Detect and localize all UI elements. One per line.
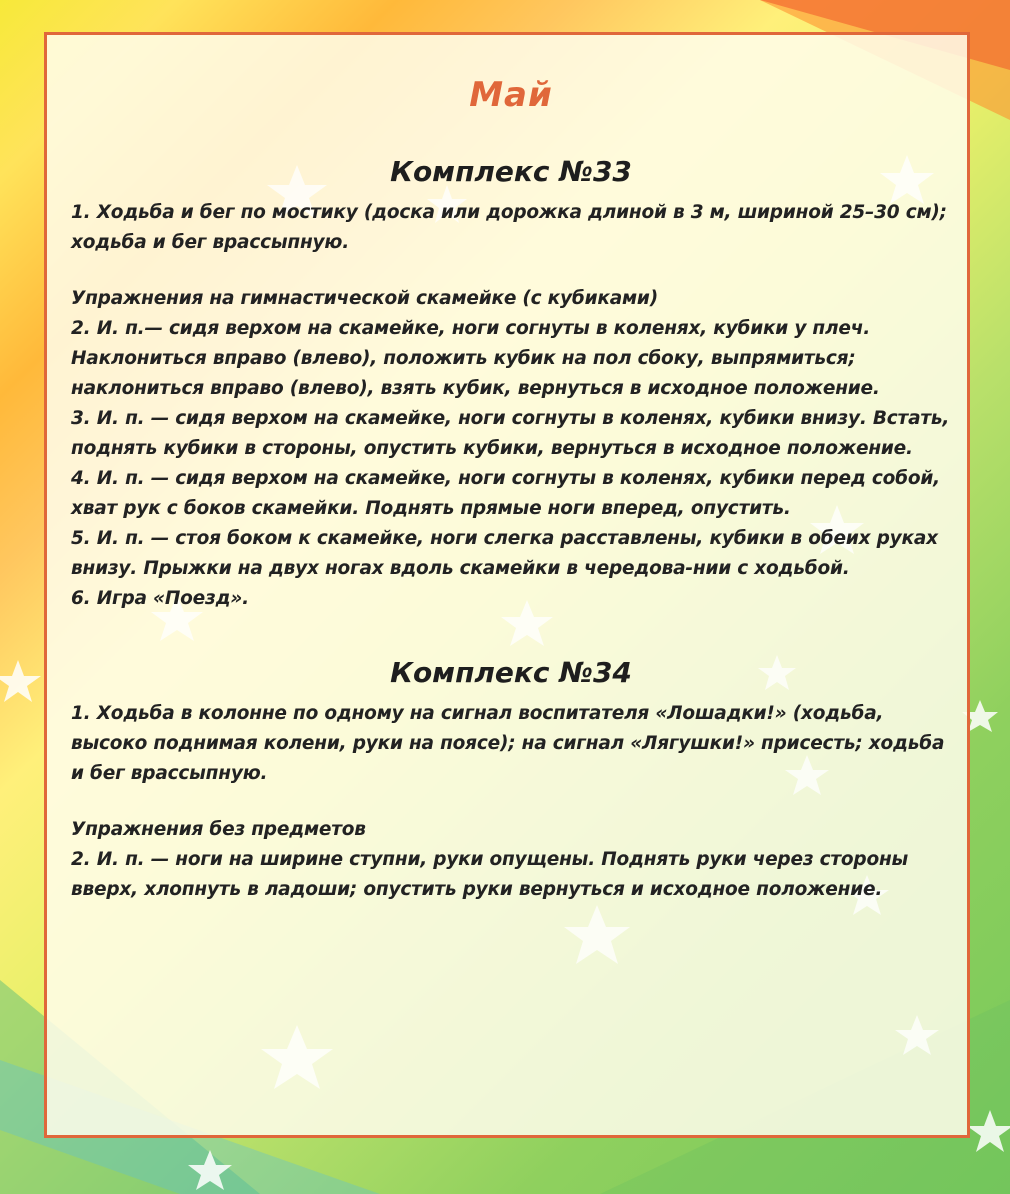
complex-34-item-2: 2. И. п. — ноги на ширине ступни, руки опущены. Поднять руки через стороны вверх, хлопнуть в ладоши; опустить руки вернуться и исходное положение. xyxy=(71,849,909,900)
complex-33-heading: Комплекс №33 xyxy=(390,155,632,188)
spacer xyxy=(71,614,951,656)
complex-33-item-4: 4. И. п. — сидя верхом на скамейке, ноги согнуты в коленях, кубики перед собой, хват рук с боков скамейки. Поднять прямые ноги вперед, опустить. xyxy=(71,468,940,519)
complex-33-item-1: 1. Ходьба и бег по мостику (доска или дорожка длиной в 3 м, шириной 25–30 см); ходьба и бег врассыпную. xyxy=(71,202,947,253)
content-card xyxy=(44,32,970,1138)
complex-33-item-5: 5. И. п. — стоя боком к скамейке, ноги слегка расставлены, кубики в обеих руках внизу. Прыжки на двух ногах вдоль скамейки в чередова-нии с ходьбой. xyxy=(71,528,938,579)
star-icon xyxy=(895,1015,939,1055)
spacer xyxy=(71,258,951,284)
spacer xyxy=(71,789,951,815)
complex-33-item-3: 3. И. п. — сидя верхом на скамейке, ноги согнуты в коленях, кубики внизу. Встать, поднять кубики в стороны, опустить кубики, вернуться в исходное положение. xyxy=(71,408,950,459)
page-title: Май xyxy=(469,75,553,115)
star-icon xyxy=(0,660,41,702)
complex-33-subheading: Упражнения на гимнастической скамейке (с кубиками) xyxy=(71,288,658,309)
complex-34-item-1: 1. Ходьба в колонне по одному на сигнал воспитателя «Лошадки!» (ходьба, высоко поднимая колени, руки на поясе); на сигнал «Лягушки!» присесть; ходьба и бег врассыпную. xyxy=(71,703,945,784)
complex-33-item-2: 2. И. п.— сидя верхом на скамейке, ноги согнуты в коленях, кубики у плеч. Наклониться вправо (влево), положить кубик на пол сбоку, выпрямиться; наклониться вправо (влево), взять кубик, вернуться в исходное положение. xyxy=(71,318,880,399)
star-icon xyxy=(261,1025,333,1089)
complex-34-subheading: Упражнения без предметов xyxy=(71,819,366,840)
star-icon xyxy=(564,905,630,964)
complex-33-item-6: 6. Игра «Поезд». xyxy=(71,588,249,609)
complex-34-heading: Комплекс №34 xyxy=(390,656,632,689)
card-content xyxy=(71,75,951,905)
